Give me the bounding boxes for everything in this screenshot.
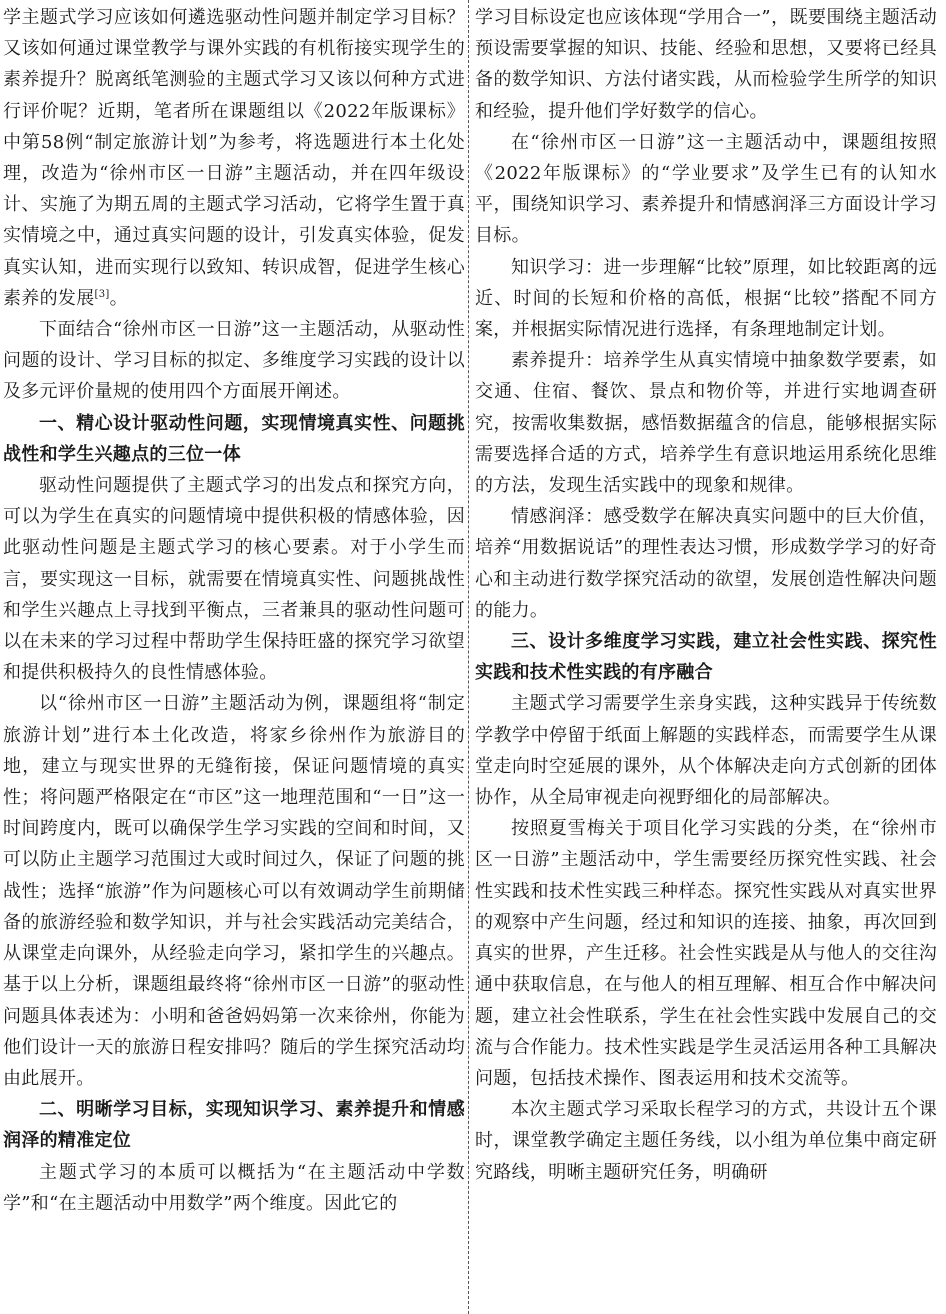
paragraph-intro-continued [3,2,465,314]
paragraph-lesson-plan: 本次主题式学习采取长程学习的方式，共设计五个课时，课堂教学确定主题任务线，以小组为单位集中商定研究路线，明晰主题研究任务，明确研 [475,1099,937,1183]
paragraph-text: 学主题式学习应该如何遴选驱动性问题并制定学习目标？又该如何通过课堂教学与课外实践的有机衔接实现学生的素养提升？脱离纸笔测验的主题式学习又该以何种方式进行评价呢？近期，笔者所在课题组以《2022年版课标》中第58例“制定旅游计划”为参考，将选题进行本土化处理，改造为“徐州市区一日游”主题活动，并在四年级设计、实施了为期五周的主题式学习活动，它将学生置于真实情境之中，通过真实问题的设计，引发真实体验，促发真实认知，进而实现行以致知、转识成智，促进学生核心素养的发展 [3,7,465,309]
section-heading-2: 二、明晰学习目标，实现知识学习、素养提升和情感润泽的精准定位 [3,1099,465,1152]
section-heading-3: 三、设计多维度学习实践，建立社会性实践、探究性实践和技术性实践的有序融合 [475,631,937,684]
left-column [3,2,465,1312]
section-heading-1: 一、精心设计驱动性问题，实现情境真实性、问题挑战性和学生兴趣点的三位一体 [3,412,465,465]
paragraph-knowledge-goal: 知识学习：进一步理解“比较”原理，如比较距离的远近、时间的长短和价格的高低，根据“比较”搭配不同方案，并根据实际情况进行选择，有条理地制定计划。 [475,256,937,341]
paragraph-emotion-goal: 情感润泽：感受数学在解决真实问题中的巨大价值，培养“用数据说话”的理性表达习惯，形成数学学习的好奇心和主动进行数学探究活动的欲望，发展创造性解决问题的能力。 [475,506,937,621]
paragraph-example: 以“徐州市区一日游”主题活动为例，课题组将“制定旅游计划”进行本土化改造，将家乡徐州作为旅游目的地，建立与现实世界的无缝衔接，保证问题情境的真实性；将问题严格限定在“市区”这一地理范围和“一日”这一时间跨度内，既可以确保学生学习实践的空间和时间，又可以防止主题学习范围过大或时间过久，保证了问题的挑战性；选择“旅游”作为问题核心可以有效调动学生前期储备的旅游经验和数学知识，并与社会实践活动完美结合，从课堂走向课外，从经验走向学习，紧扣学生的兴趣点。基于以上分析，课题组最终将“徐州市区一日游”的驱动性问题具体表述为：小明和爸爸妈妈第一次来徐州，你能为他们设计一天的旅游日程安排吗？随后的学生探究活动均由此展开。 [3,693,465,1089]
paragraph-overview: 下面结合“徐州市区一日游”这一主题活动，从驱动性问题的设计、学习目标的拟定、多维度学习实践的设计以及多元评价量规的使用四个方面展开阐述。 [3,319,465,403]
paragraph-learning-essence: 主题式学习的本质可以概括为“在主题活动中学数学”和“在主题活动中用数学”两个维度。因此它的 [3,1161,465,1214]
paragraph-driving-question: 驱动性问题提供了主题式学习的出发点和探究方向，可以为学生在真实的问题情境中提供积极的情感体验，因此驱动性问题是主题式学习的核心要素。对于小学生而言，要实现这一目标，就需要在情境真实性、问题挑战性和学生兴趣点上寻找到平衡点，三者兼具的驱动性问题可以在未来的学习过程中帮助学生保持旺盛的探究学习欲望和提供积极持久的良性情感体验。 [3,475,465,684]
column-divider [468,0,469,1314]
paragraph-goal-design: 在“徐州市区一日游”这一主题活动中，课题组按照《2022年版课标》的“学业要求”及学生已有的认知水平，围绕知识学习、素养提升和情感润泽三方面设计学习目标。 [475,131,937,247]
right-column [475,2,937,1312]
paragraph-goals-continued: 学习目标设定也应该体现“学用合一”，既要围绕主题活动预设需要掌握的知识、技能、经验和思想，又要将已经具备的数学知识、方法付诸实践，从而检验学生所学的知识和经验，提升他们学好数学的信心。 [475,7,937,122]
paragraph-practice-need: 主题式学习需要学生亲身实践，这种实践异于传统数学教学中停留于纸面上解题的实践样态，而需要学生从课堂走向时空延展的课外，从个体解决走向方式创新的团体协作，从全局审视走向视野细化的局部解决。 [475,693,937,809]
paragraph-literacy-goal: 素养提升：培养学生从真实情境中抽象数学要素，如交通、住宿、餐饮、景点和物价等，并进行实地调查研究，按需收集数据，感悟数据蕴含的信息，能够根据实际需要选择合适的方式，培养学生有意识地运用系统化思维的方法，发现生活实践中的现象和规律。 [475,350,937,497]
paragraph-end-punct: 。 [109,287,128,309]
citation-ref: [3] [94,288,110,300]
paragraph-practice-types: 按照夏雪梅关于项目化学习实践的分类，在“徐州市区一日游”主题活动中，学生需要经历探究性实践、社会性实践和技术性实践三种样态。探究性实践从对真实世界的观察中产生问题，经过和知识的连接、抽象，再次回到真实的世界，产生迁移。社会性实践是从与他人的交往沟通中获取信息，在与他人的相互理解、相互合作中解决问题，建立社会性联系，学生在社会性实践中发展自己的交流与合作能力。技术性实践是学生灵活运用各种工具解决问题，包括技术操作、图表运用和技术交流等。 [475,818,937,1089]
